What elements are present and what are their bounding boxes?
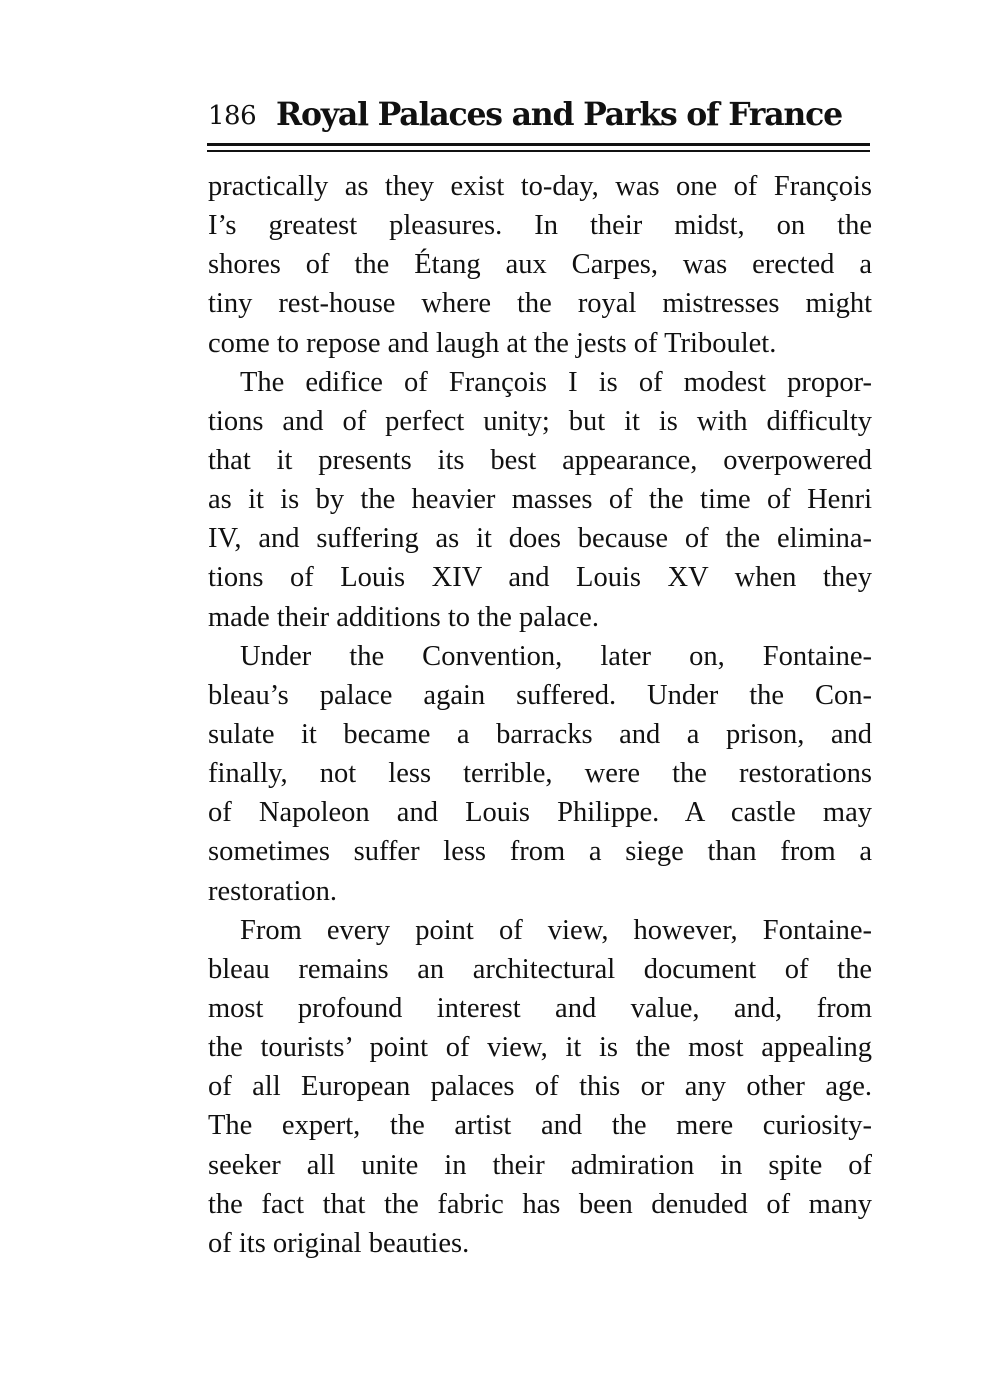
text-line: of all European palaces of this or any other age. (208, 1071, 872, 1103)
text-line: IV, and suffering as it does because of the elimina- (208, 523, 872, 555)
header-rule-thick (207, 143, 870, 146)
paragraph (208, 911, 872, 1263)
page-number: 186 (208, 101, 257, 131)
text-line: sulate it became a barracks and a prison, and (208, 718, 872, 750)
text-line: The edifice of François I is of modest propor- (240, 366, 872, 398)
text-line: tions of Louis XIV and Louis XV when they (208, 562, 872, 594)
text-line: that it presents its best appearance, overpowered (208, 444, 872, 476)
text-line: From every point of view, however, Fontaine- (240, 914, 872, 946)
text-line: tions and of perfect unity; but it is with difficulty (208, 405, 872, 437)
text-line: restoration. (208, 875, 338, 907)
text-line: tiny rest-house where the royal mistresses might (208, 288, 872, 320)
page-header (208, 92, 872, 136)
text-line: of its original beauties. (208, 1227, 470, 1259)
text-line: shores of the Étang aux Carpes, was erected a (208, 249, 872, 281)
text-line: of Napoleon and Louis Philippe. A castle may (208, 797, 872, 829)
body-text (208, 167, 872, 1263)
text-line: practically as they exist to-day, was one of François (208, 171, 872, 202)
paragraph (208, 167, 872, 363)
text-line: sometimes suffer less from a siege than from a (208, 836, 872, 868)
text-line: bleau’s palace again suffered. Under the Con- (208, 679, 872, 711)
text-line: most profound interest and value, and, from (208, 992, 872, 1024)
header-rule-thin (207, 150, 870, 152)
text-line: finally, not less terrible, were the restorations (208, 758, 872, 790)
text-line: made their additions to the palace. (208, 601, 599, 633)
running-title: Royal Palaces and Parks of France (276, 96, 842, 133)
text-line: Under the Convention, later on, Fontaine- (240, 640, 872, 672)
text-line: I’s greatest pleasures. In their midst, on the (208, 210, 872, 242)
text-line: the tourists’ point of view, it is the most appealing (208, 1032, 872, 1064)
text-line: bleau remains an architectural document of the (208, 953, 872, 985)
text-line: seeker all unite in their admiration in spite of (208, 1149, 872, 1181)
text-line: The expert, the artist and the mere curiosity- (208, 1110, 872, 1142)
paragraph (208, 363, 872, 637)
paragraph (208, 637, 872, 911)
text-line: as it is by the heavier masses of the time of Henri (208, 484, 872, 516)
text-line: come to repose and laugh at the jests of Triboulet. (208, 327, 777, 359)
text-line: the fact that the fabric has been denuded of many (208, 1188, 872, 1220)
